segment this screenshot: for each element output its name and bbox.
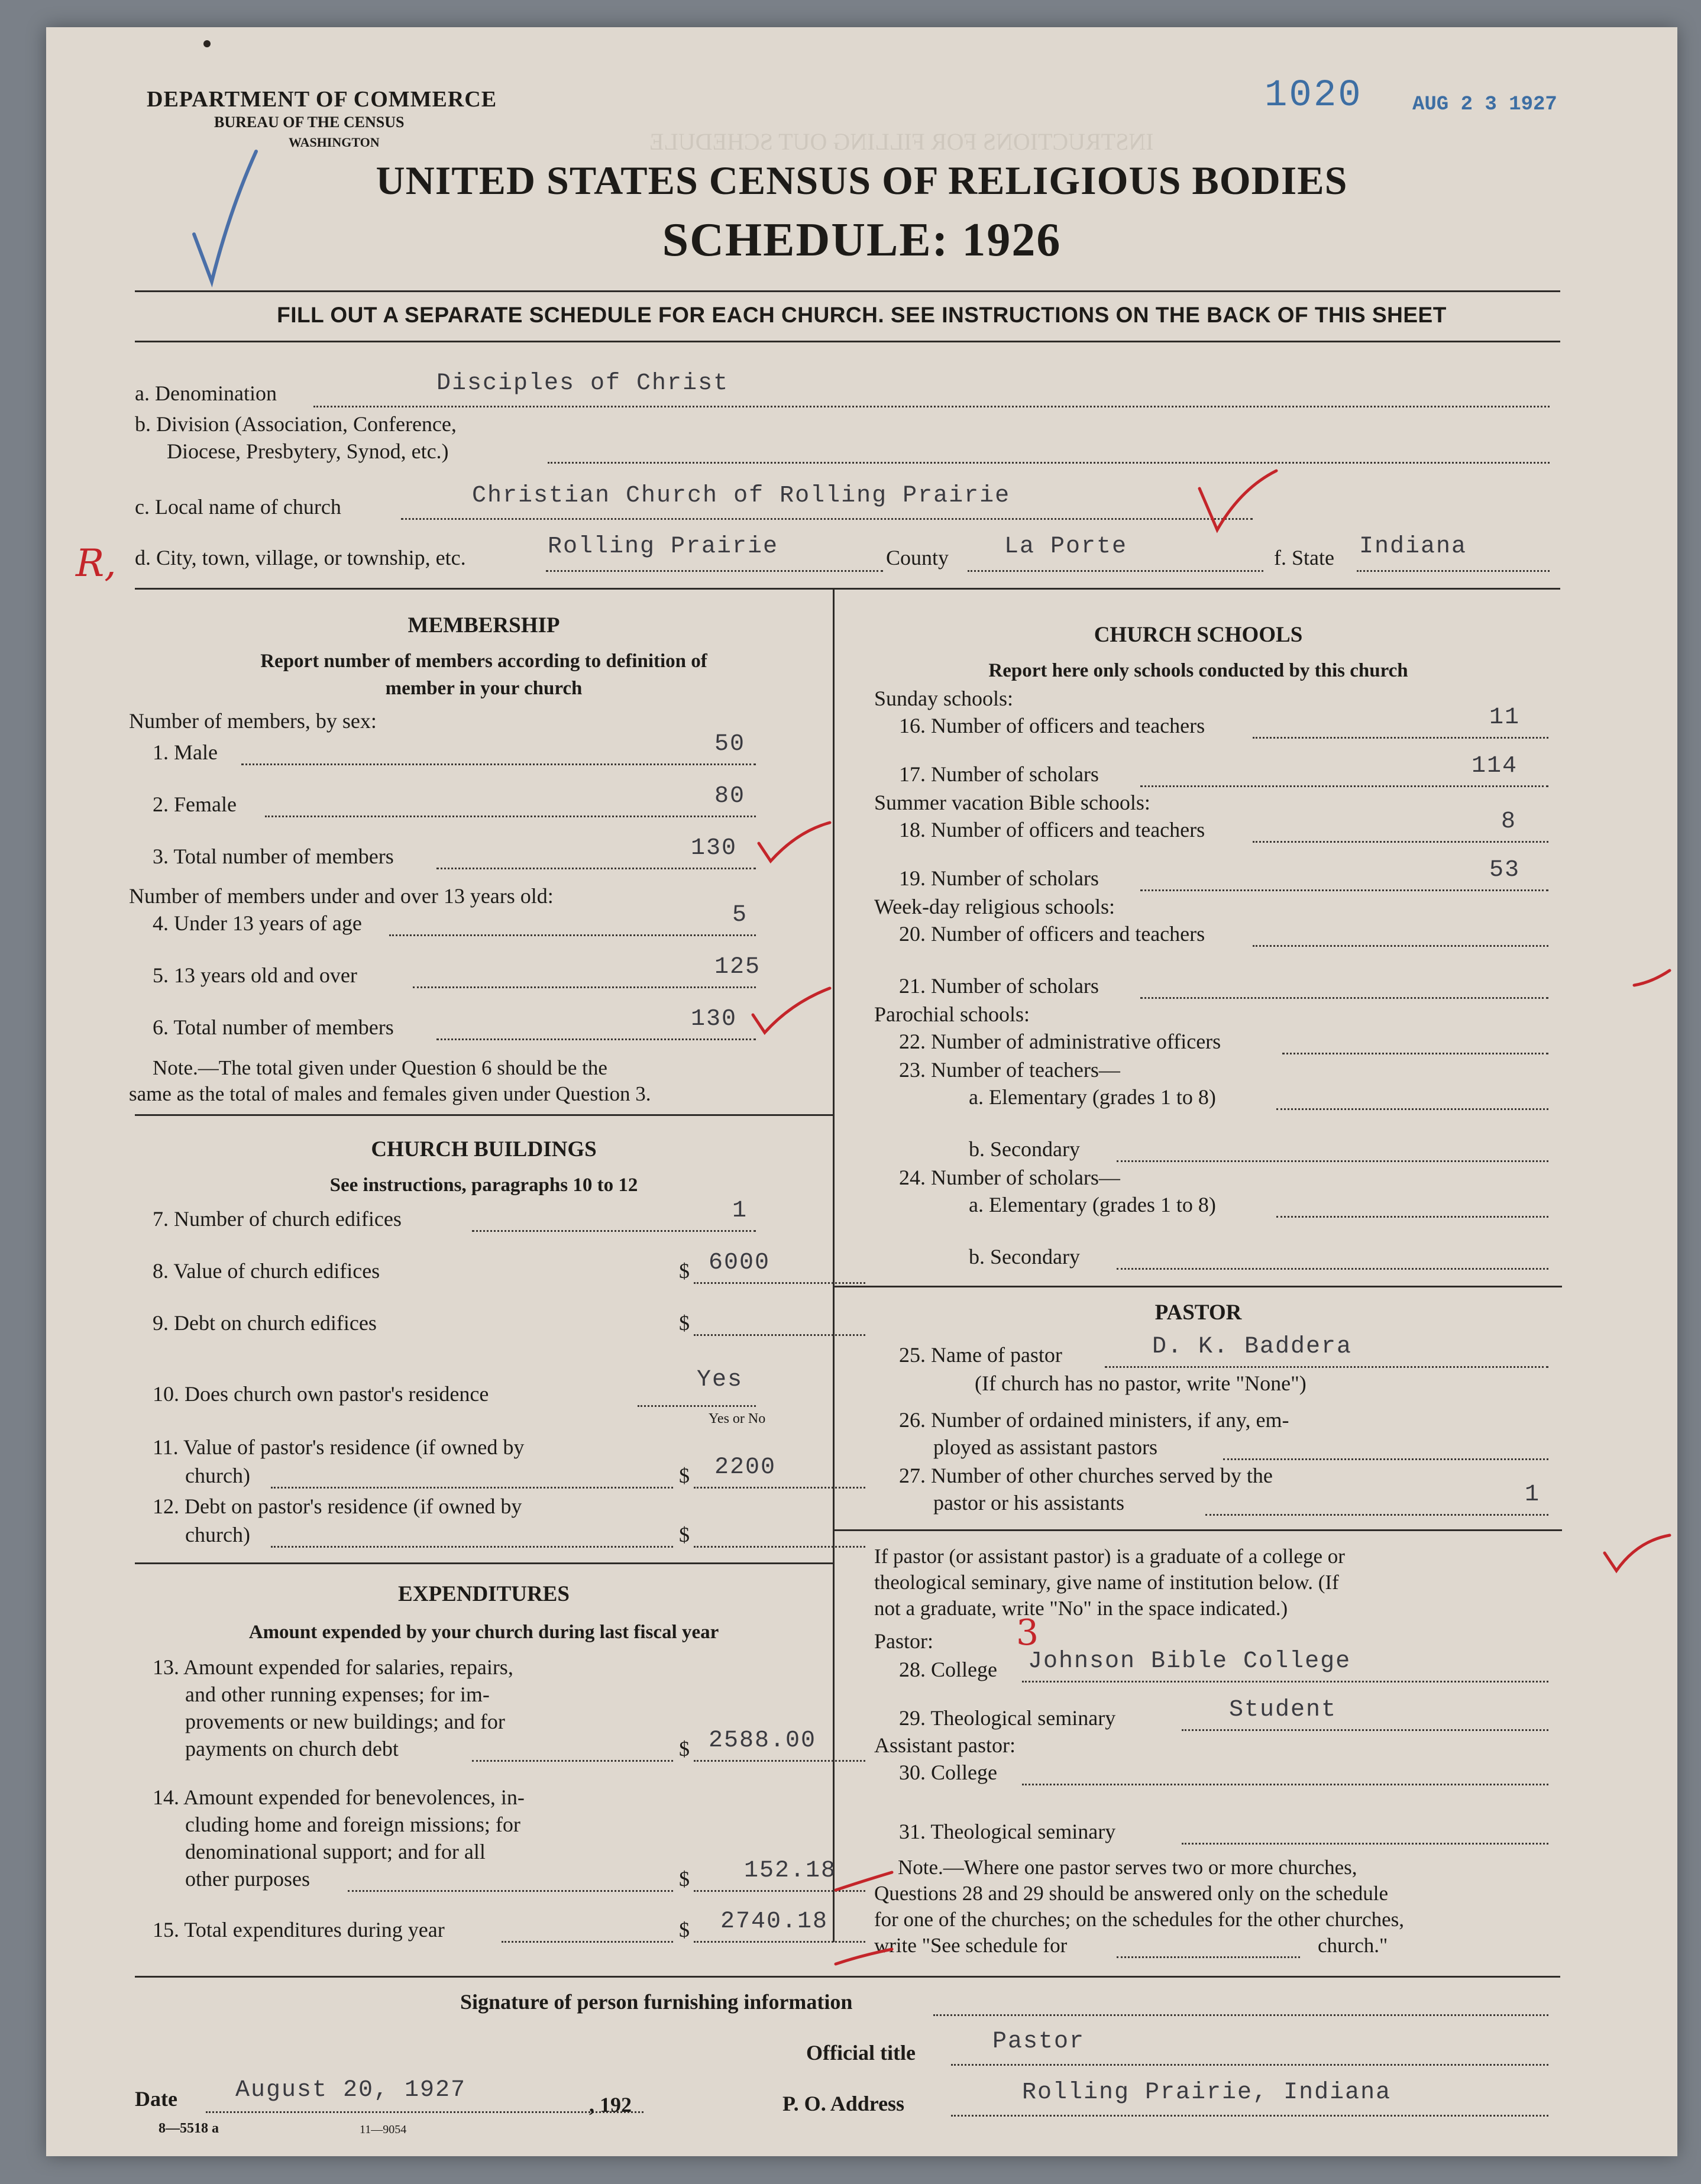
q5-label: 5. 13 years old and over xyxy=(153,963,357,987)
q3-value: 130 xyxy=(691,835,738,862)
po-address-line[interactable] xyxy=(951,2115,1548,2117)
q25-value: D. K. Baddera xyxy=(1152,1334,1353,1360)
q17-label: 17. Number of scholars xyxy=(899,762,1099,786)
pastor-note-5: church." xyxy=(1318,1934,1388,1957)
q25-label: 25. Name of pastor xyxy=(899,1343,1062,1367)
q24-label: 24. Number of scholars— xyxy=(899,1166,1120,1189)
q19-value: 53 xyxy=(1489,857,1521,884)
received-stamp-date: AUG 2 3 1927 xyxy=(1412,93,1557,116)
q23-label: 23. Number of teachers— xyxy=(899,1058,1120,1082)
q18-value: 8 xyxy=(1501,808,1517,835)
county-value: La Porte xyxy=(1004,533,1128,560)
q21-label: 21. Number of scholars xyxy=(899,974,1099,998)
q6-label: 6. Total number of members xyxy=(153,1015,394,1039)
date-label: Date xyxy=(135,2087,177,2111)
q18-label: 18. Number of officers and teachers xyxy=(899,818,1205,842)
print-number: 11—9054 xyxy=(360,2123,407,2136)
denomination-line[interactable] xyxy=(313,406,1550,407)
ink-dot xyxy=(203,40,211,47)
q13-leader xyxy=(472,1760,673,1762)
q18-line[interactable] xyxy=(1253,841,1548,843)
state-label: f. State xyxy=(1274,546,1334,570)
department-label: DEPARTMENT OF COMMERCE xyxy=(147,87,497,112)
red-check-icon xyxy=(750,985,833,1038)
q9-line[interactable] xyxy=(694,1334,865,1336)
q8-label: 8. Value of church edifices xyxy=(153,1259,380,1283)
q29-label: 29. Theological seminary xyxy=(899,1706,1116,1730)
signature-line[interactable] xyxy=(933,2014,1548,2016)
red-annotation-number: 3 xyxy=(1016,1612,1039,1654)
q16-value: 11 xyxy=(1489,704,1521,731)
po-address-value: Rolling Prairie, Indiana xyxy=(1022,2079,1392,2106)
buildings-intro: See instructions, paragraphs 10 to 12 xyxy=(329,1174,638,1196)
q13-dollar: $ xyxy=(679,1737,690,1761)
division-line[interactable] xyxy=(548,462,1550,464)
sunday-schools-label: Sunday schools: xyxy=(874,687,1014,710)
denomination-label: a. Denomination xyxy=(135,381,277,405)
church-name-value: Christian Church of Rolling Prairie xyxy=(472,483,1011,509)
q14-label: 14. Amount expended for benevolences, in- xyxy=(153,1785,525,1809)
red-check-icon xyxy=(1602,1529,1673,1583)
q26-label: 26. Number of ordained ministers, if any, em- xyxy=(899,1408,1289,1432)
pastor-note-2: Questions 28 and 29 should be answered only on the schedule xyxy=(874,1882,1389,1905)
q8-value: 6000 xyxy=(709,1250,771,1276)
official-title-label: Official title xyxy=(806,2041,916,2065)
q23a-line[interactable] xyxy=(1276,1108,1548,1110)
q23a-label: a. Elementary (grades 1 to 8) xyxy=(969,1085,1216,1109)
q14-dollar: $ xyxy=(679,1867,690,1891)
q5-line[interactable] xyxy=(413,986,756,988)
q30-line[interactable] xyxy=(1022,1784,1548,1785)
section-rule xyxy=(135,1114,833,1116)
q27-label-2: pastor or his assistants xyxy=(933,1491,1124,1515)
q28-line[interactable] xyxy=(1022,1681,1548,1683)
q7-line[interactable] xyxy=(472,1230,756,1232)
q5-value: 125 xyxy=(714,954,761,981)
red-check-icon xyxy=(756,820,833,867)
graduate-instruction-3: not a graduate, write "No" in the space indicated.) xyxy=(874,1597,1288,1620)
q12-label: 12. Debt on pastor's residence (if owned by xyxy=(153,1494,522,1518)
q30-label: 30. College xyxy=(899,1761,997,1784)
assistant-sublabel: Assistant pastor: xyxy=(874,1733,1016,1757)
expenditures-intro: Amount expended by your church during last fiscal year xyxy=(248,1622,719,1643)
schools-intro: Report here only schools conducted by this church xyxy=(988,660,1408,681)
pastor-note-3: for one of the churches; on the schedules for the other churches, xyxy=(874,1908,1405,1931)
q21-line[interactable] xyxy=(1140,997,1548,999)
q7-label: 7. Number of church edifices xyxy=(153,1207,402,1231)
q6-value: 130 xyxy=(691,1006,738,1033)
q3-label: 3. Total number of members xyxy=(153,845,394,868)
q2-line[interactable] xyxy=(265,816,756,817)
q28-label: 28. College xyxy=(899,1658,997,1681)
q17-value: 114 xyxy=(1472,753,1518,779)
q27-line[interactable] xyxy=(1205,1514,1548,1516)
q15-leader xyxy=(502,1941,673,1943)
q7-value: 1 xyxy=(732,1198,748,1224)
q9-dollar: $ xyxy=(679,1311,690,1335)
q24a-label: a. Elementary (grades 1 to 8) xyxy=(969,1193,1216,1216)
q15-dollar: $ xyxy=(679,1918,690,1942)
membership-intro-2: member in your church xyxy=(385,678,583,699)
q11-label-2: church) xyxy=(185,1464,250,1487)
q12-line[interactable] xyxy=(694,1546,865,1548)
instruction-banner: FILL OUT A SEPARATE SCHEDULE FOR EACH CHURCH. SEE INSTRUCTIONS ON THE BACK OF THIS SHEET xyxy=(277,303,1447,327)
q12-dollar: $ xyxy=(679,1523,690,1546)
form-number: 8—5518 a xyxy=(159,2121,219,2136)
q23b-label: b. Secondary xyxy=(969,1137,1080,1161)
q10-value: Yes xyxy=(697,1367,743,1393)
buildings-heading: CHURCH BUILDINGS xyxy=(371,1137,597,1161)
q31-label: 31. Theological seminary xyxy=(899,1820,1116,1843)
weekday-schools-label: Week-day religious schools: xyxy=(874,895,1115,918)
q14-label-4: other purposes xyxy=(185,1867,310,1891)
q12-label-2: church) xyxy=(185,1523,250,1546)
q26-line[interactable] xyxy=(1223,1458,1548,1460)
q4-label: 4. Under 13 years of age xyxy=(153,911,362,935)
q29-value: Student xyxy=(1229,1697,1337,1723)
q27-value: 1 xyxy=(1525,1481,1541,1508)
section-rule xyxy=(835,1286,1562,1287)
q12-leader xyxy=(271,1546,673,1548)
header-rule-top xyxy=(135,290,1560,292)
city-label: WASHINGTON xyxy=(289,135,380,150)
pastor-note: Note.—Where one pastor serves two or more churches, xyxy=(898,1856,1357,1879)
q31-line[interactable] xyxy=(1182,1843,1548,1845)
q1-label: 1. Male xyxy=(153,740,218,764)
q29-line[interactable] xyxy=(1182,1729,1548,1731)
pastor-note-4: write "See schedule for xyxy=(874,1934,1068,1957)
by-sex-label: Number of members, by sex: xyxy=(129,709,377,733)
state-line[interactable] xyxy=(1357,570,1550,572)
column-divider xyxy=(833,588,835,1942)
see-schedule-line[interactable] xyxy=(1117,1956,1300,1958)
q13-value: 2588.00 xyxy=(709,1727,817,1754)
official-title-line[interactable] xyxy=(951,2064,1548,2066)
expenditures-heading: EXPENDITURES xyxy=(398,1582,570,1606)
q4-value: 5 xyxy=(732,902,748,928)
section-rule xyxy=(135,588,1560,590)
q15-label: 15. Total expenditures during year xyxy=(153,1918,445,1942)
city-label: d. City, town, village, or township, etc. xyxy=(135,546,466,570)
q24b-label: b. Secondary xyxy=(969,1245,1080,1269)
q10-label: 10. Does church own pastor's residence xyxy=(153,1382,489,1406)
q13-label-2: and other running expenses; for im- xyxy=(185,1683,490,1706)
q1-value: 50 xyxy=(714,731,746,758)
parochial-schools-label: Parochial schools: xyxy=(874,1002,1030,1026)
q10-line[interactable] xyxy=(638,1405,756,1407)
membership-note-2: same as the total of males and females given under Question 3. xyxy=(129,1082,651,1105)
q14-value: 152.18 xyxy=(744,1858,837,1884)
q1-line[interactable] xyxy=(241,763,756,765)
po-address-label: P. O. Address xyxy=(782,2092,905,2115)
q8-dollar: $ xyxy=(679,1259,690,1283)
q24b-line[interactable] xyxy=(1117,1268,1548,1270)
q17-line[interactable] xyxy=(1140,785,1548,787)
county-line[interactable] xyxy=(968,570,1263,572)
footer-rule xyxy=(135,1976,1560,1978)
q25-line[interactable] xyxy=(1105,1366,1548,1368)
q14-leader xyxy=(348,1890,673,1892)
header-rule-bottom xyxy=(135,341,1560,342)
q2-value: 80 xyxy=(714,783,746,810)
church-name-line[interactable] xyxy=(401,518,1253,520)
census-form-sheet xyxy=(46,27,1677,2156)
bleed-through-text: INSTRUCTIONS FOR FILLING OUT SCHEDULE xyxy=(649,128,1154,155)
q22-line[interactable] xyxy=(1282,1053,1548,1054)
q10-hint: Yes or No xyxy=(709,1411,766,1426)
division-label: b. Division (Association, Conference, xyxy=(135,412,457,436)
schools-heading: CHURCH SCHOOLS xyxy=(1094,623,1303,647)
q28-value: Johnson Bible College xyxy=(1028,1648,1351,1675)
q11-line[interactable] xyxy=(694,1487,865,1489)
summer-schools-label: Summer vacation Bible schools: xyxy=(874,791,1150,814)
q8-line[interactable] xyxy=(694,1282,865,1284)
denomination-value: Disciples of Christ xyxy=(436,370,729,397)
q20-line[interactable] xyxy=(1253,945,1548,947)
section-rule xyxy=(835,1529,1562,1531)
membership-intro: Report number of members according to definition of xyxy=(260,651,707,672)
pastor-heading: PASTOR xyxy=(1155,1300,1242,1325)
q11-label: 11. Value of pastor's residence (if owned by xyxy=(153,1435,525,1459)
q4-line[interactable] xyxy=(389,934,756,936)
q13-line[interactable] xyxy=(694,1760,865,1762)
graduate-instruction: If pastor (or assistant pastor) is a graduate of a college or xyxy=(874,1545,1345,1568)
signature-label: Signature of person furnishing information xyxy=(460,1990,853,2014)
q13-label-3: provements or new buildings; and for xyxy=(185,1710,505,1733)
date-line[interactable] xyxy=(206,2111,643,2113)
date-value: August 20, 1927 xyxy=(235,2077,467,2104)
red-tick-icon xyxy=(1631,968,1673,991)
q11-dollar: $ xyxy=(679,1464,690,1487)
bureau-label: BUREAU OF THE CENSUS xyxy=(214,114,405,131)
q11-value: 2200 xyxy=(714,1454,777,1481)
q25-hint: (If church has no pastor, write "None") xyxy=(975,1371,1307,1395)
graduate-instruction-2: theological seminary, give name of institution below. (If xyxy=(874,1571,1339,1594)
q13-label-4: payments on church debt xyxy=(185,1737,399,1761)
q24a-line[interactable] xyxy=(1276,1216,1548,1218)
section-rule xyxy=(135,1562,833,1564)
city-value: Rolling Prairie xyxy=(548,533,779,560)
q19-line[interactable] xyxy=(1140,889,1548,891)
q20-label: 20. Number of officers and teachers xyxy=(899,922,1205,946)
margin-mark: R, xyxy=(76,542,117,585)
state-value: Indiana xyxy=(1359,533,1467,560)
q16-label: 16. Number of officers and teachers xyxy=(899,714,1205,737)
q22-label: 22. Number of administrative officers xyxy=(899,1030,1221,1053)
division-label-2: Diocese, Presbytery, Synod, etc.) xyxy=(167,439,449,463)
q2-label: 2. Female xyxy=(153,792,237,816)
q26-label-2: ployed as assistant pastors xyxy=(933,1435,1157,1459)
by-age-label: Number of members under and over 13 years old: xyxy=(129,884,554,908)
q14-label-3: denominational support; and for all xyxy=(185,1840,486,1863)
city-line[interactable] xyxy=(546,570,883,572)
form-title: UNITED STATES CENSUS OF RELIGIOUS BODIES xyxy=(376,158,1348,203)
q27-label: 27. Number of other churches served by the xyxy=(899,1464,1273,1487)
pastor-sublabel: Pastor: xyxy=(874,1629,934,1653)
county-label: County xyxy=(886,546,949,570)
q13-label: 13. Amount expended for salaries, repairs, xyxy=(153,1655,513,1679)
q14-label-2: cluding home and foreign missions; for xyxy=(185,1813,520,1836)
membership-note: Note.—The total given under Question 6 should be the xyxy=(153,1056,607,1079)
q9-label: 9. Debt on church edifices xyxy=(153,1311,377,1335)
q23b-line[interactable] xyxy=(1117,1160,1548,1162)
date-suffix: , 192 xyxy=(589,2093,632,2117)
q6-line[interactable] xyxy=(436,1038,756,1040)
q19-label: 19. Number of scholars xyxy=(899,866,1099,890)
q16-line[interactable] xyxy=(1253,737,1548,739)
q3-line[interactable] xyxy=(436,868,756,869)
received-stamp-number: 1020 xyxy=(1265,75,1363,117)
schedule-title: SCHEDULE: 1926 xyxy=(662,214,1062,266)
church-name-label: c. Local name of church xyxy=(135,495,341,519)
red-check-icon xyxy=(1194,465,1282,536)
q15-value: 2740.18 xyxy=(720,1908,829,1935)
membership-heading: MEMBERSHIP xyxy=(408,613,560,638)
official-title-value: Pastor xyxy=(992,2028,1085,2055)
red-tick-marks-icon xyxy=(833,1861,898,1973)
q11-leader xyxy=(271,1487,673,1489)
